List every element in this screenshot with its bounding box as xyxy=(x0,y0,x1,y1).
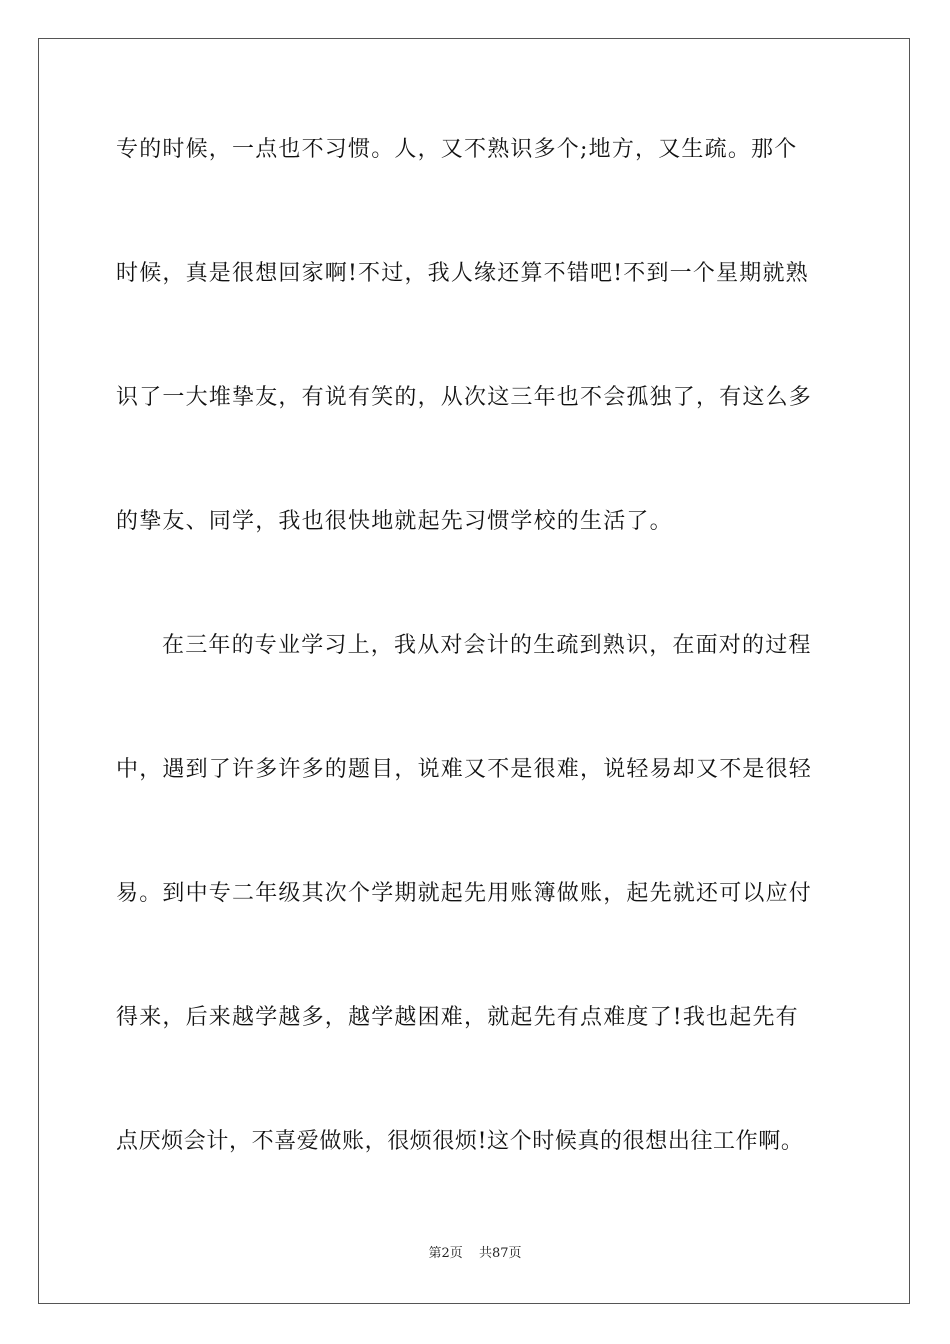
body-text-line: 专的时候，一点也不习惯。人，又不熟识多个;地方，又生疏。那个 xyxy=(116,137,798,162)
body-text-line: 得来，后来越学越多，越学越困难，就起先有点难度了!我也起先有 xyxy=(116,1005,799,1030)
body-text-line: 中，遇到了许多许多的题目，说难又不是很难，说轻易却又不是很轻 xyxy=(116,757,813,782)
page-frame xyxy=(38,38,910,1304)
page-total: 共87页 xyxy=(478,1246,522,1261)
body-text-line: 易。到中专二年级其次个学期就起先用账簿做账，起先就还可以应付 xyxy=(116,881,813,906)
paragraph-start-line: 在三年的专业学习上，我从对会计的生疏到熟识，在面对的过程 xyxy=(162,633,812,658)
body-text-line: 时候，真是很想回家啊!不过，我人缘还算不错吧!不到一个星期就熟 xyxy=(116,261,809,286)
body-text-line: 点厌烦会计，不喜爱做账，很烦很烦!这个时候真的很想出往工作啊。 xyxy=(116,1129,804,1154)
body-text-line: 识了一大堆挚友，有说有笑的，从次这三年也不会孤独了，有这么多 xyxy=(116,385,813,410)
body-text-line: 的挚友、同学，我也很快地就起先习惯学校的生活了。 xyxy=(116,509,673,534)
page-footer xyxy=(0,1245,950,1263)
page-number: 第2页 xyxy=(428,1246,463,1261)
